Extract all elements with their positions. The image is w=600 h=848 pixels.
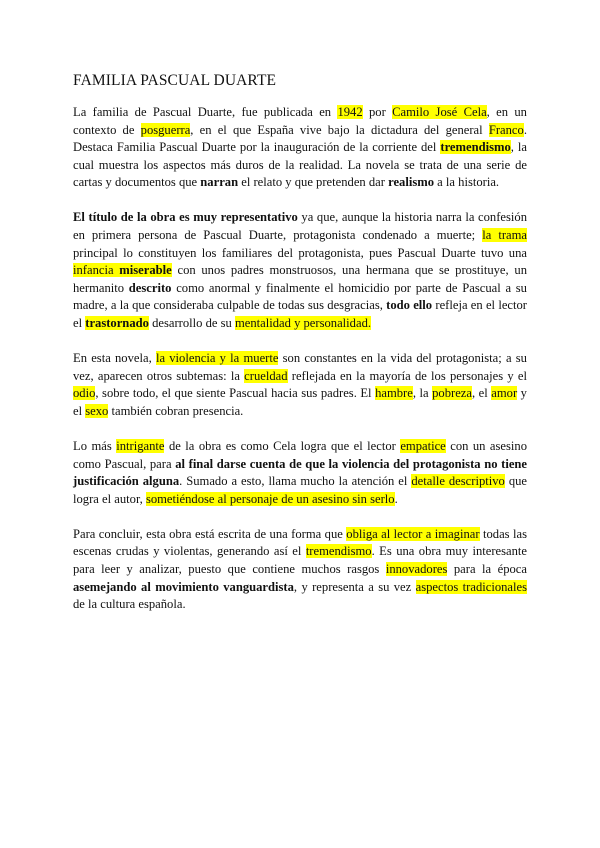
document-body	[73, 104, 527, 614]
highlighted-text: tremendismo	[440, 140, 511, 155]
paragraph-text: de la obra es como Cela logra que el lector	[164, 439, 401, 453]
highlighted-text: innovadores	[385, 562, 448, 577]
paragraph-text: como anormal y finalmente el homicidio por parte de Pascual a su madre, a la que consideraba culpable de todas sus desgracias,	[73, 280, 527, 313]
highlighted-text: la trama	[482, 228, 527, 243]
highlighted-text: trastornado	[85, 316, 149, 331]
highlighted-text: crueldad	[244, 368, 288, 383]
paragraph-text: Lo más	[73, 439, 117, 453]
paragraph-text: , el	[471, 386, 492, 401]
paragraph-2	[73, 209, 527, 332]
paragraph-4	[73, 438, 527, 508]
highlighted-text: pobreza	[432, 386, 472, 401]
paragraph-text: desarrollo de su	[148, 316, 235, 331]
paragraph-text: y el	[73, 386, 527, 418]
bold-text: al final darse cuenta de que la violencia del protagonista no tiene justificación alguna	[73, 456, 528, 489]
highlighted-text: Franco	[488, 122, 524, 137]
highlighted-text: posguerra	[140, 122, 191, 137]
highlighted-text: intrigante	[116, 439, 165, 453]
highlighted-text: sexo	[85, 403, 109, 418]
paragraph-text: de la cultura española.	[73, 597, 186, 612]
paragraph-text: el relato y que pretenden dar	[238, 175, 389, 190]
bold-text: todo ello	[386, 298, 433, 313]
paragraph-text: , en un contexto de	[73, 105, 527, 137]
highlighted-text: obliga al lector a imaginar	[346, 526, 480, 541]
highlighted-text: aspectos tradicionales	[415, 579, 528, 594]
paragraph-3	[73, 350, 527, 420]
highlighted-text: tremendismo	[305, 544, 372, 559]
paragraph-text: con unos padres monstruosos, una hermana que se prostituye, un hermanito	[73, 263, 527, 295]
bold-text: El título de la obra es muy representativo	[73, 210, 298, 225]
paragraph-text: .	[394, 491, 398, 506]
paragraph-text: todas las escenas crudas y violentas, generando así el	[73, 526, 527, 559]
highlighted-text: 1942	[337, 105, 363, 119]
paragraph-text: . Es una obra muy interesante para leer y analizar, puesto que contiene muchos rasgos	[73, 544, 527, 577]
highlighted-text: amor	[491, 386, 518, 401]
highlighted-text: Camilo José Cela	[392, 105, 487, 119]
paragraph-text: para la época	[447, 562, 527, 577]
highlighted-text: sometiéndose al personaje de un asesino sin serlo	[145, 491, 395, 506]
paragraph-text: . Sumado a esto, llama mucho la atención el	[179, 474, 412, 489]
paragraph-5	[73, 526, 527, 614]
paragraph-text: . Destaca Familia Pascual Duarte por la inauguración de la corriente del	[73, 122, 527, 155]
bold-text: realismo	[388, 175, 435, 190]
paragraph-text: , la cual muestra los aspectos más duros de la realidad. La novela se trata de una serie de cartas y documentos que	[73, 140, 527, 190]
paragraph-text: por	[362, 105, 393, 119]
paragraph-text: , y representa a su vez	[293, 579, 416, 594]
highlighted-text: hambre	[375, 386, 413, 401]
paragraph-text: , la	[412, 386, 433, 401]
highlighted-text: odio	[73, 386, 96, 401]
paragraph-text: reflejada en la mayoría de los personajes y el	[287, 368, 527, 383]
bold-text: narran	[200, 175, 239, 190]
paragraph-text: , en el que España vive bajo la dictadura del general	[190, 122, 489, 137]
paragraph-text: son constantes en la vida del protagonista; a su vez, aparecen otros subtemas: la	[73, 351, 527, 383]
highlighted-text: mentalidad y personalidad.	[234, 316, 372, 331]
highlighted-text: empatice	[400, 439, 446, 453]
bold-text: descrito	[128, 280, 172, 295]
paragraph-1	[73, 104, 527, 192]
highlighted-text: miserable	[119, 263, 172, 278]
bold-text: asemejando al movimiento vanguardista	[73, 579, 294, 594]
highlighted-text: detalle descriptivo	[411, 474, 505, 489]
document-title: FAMILIA PASCUAL DUARTE	[73, 72, 277, 89]
highlighted-text: infancia	[73, 263, 120, 278]
highlighted-text: la violencia y la muerte	[155, 351, 279, 366]
paragraph-text: , sobre todo, el que siente Pascual hacia sus padres. El	[95, 386, 376, 401]
paragraph-text: también cobran presencia.	[108, 403, 244, 418]
paragraph-text: principal lo constituyen los familiares del protagonista, pues Pascual Duarte tuvo una	[73, 245, 527, 260]
paragraph-text: Para concluir, esta obra está escrita de una forma que	[73, 526, 347, 541]
paragraph-text: que logra el autor,	[73, 474, 528, 506]
paragraph-text: La familia de Pascual Duarte, fue publicada en	[73, 105, 338, 119]
paragraph-text: En esta novela,	[73, 351, 156, 366]
paragraph-text: ya que, aunque la historia narra la confesión en primera persona de Pascual Duarte, protagonista condenado a muerte;	[73, 210, 527, 243]
paragraph-text: a la historia.	[434, 175, 500, 190]
paragraph-text: con un asesino como Pascual, para	[73, 439, 528, 471]
paragraph-text: refleja en el lector el	[73, 298, 527, 331]
